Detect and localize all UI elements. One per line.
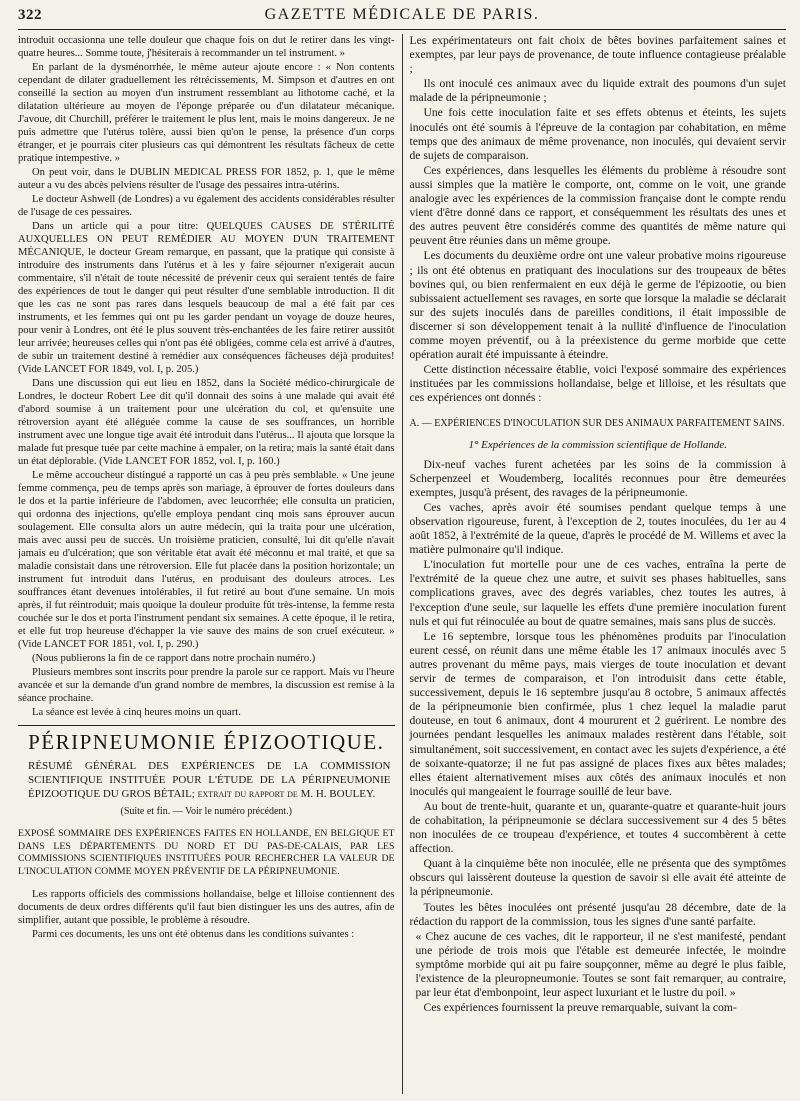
article-summary: RÉSUMÉ GÉNÉRAL DES EXPÉRIENCES DE LA COMMISSION SCIENTIFIQUE INSTITUÉE POUR L'ÉTUDE DE LA PÉRIPNEUMONIE ÉPIZOOTIQUE DU GROS BÉTAIL; extrait du rapport de M. H. BOULEY. <box>28 760 391 800</box>
paragraph: La séance est levée à cinq heures moins un quart. <box>32 707 241 718</box>
section-a-heading: A. — EXPÉRIENCES D'INOCULATION SUR DES ANIMAUX PARFAITEMENT SAINS. <box>409 418 785 430</box>
paragraph: Toutes les bêtes inoculées ont présenté jusqu'au 28 décembre, date de la rédaction du rapport de la commission, tous les signes d'une santé parfaite. <box>409 900 786 928</box>
paragraph: Quant à la cinquième bête non inoculée, elle ne présenta que des symptômes obscurs qui laissèrent douteuse la question de savoir si elle avait été atteinte de la péripneumonie. <box>409 857 786 899</box>
paragraph: Ces vaches, après avoir été soumises pendant quelque temps à une observation rigoureuse, furent, à l'exception de 2, toutes inoculées, du 1er au 4 août 1852, à l'extrémité de la queue, d'après le procédé de M. Willems et avec la matière pulmonaire qu'il indique. <box>409 500 786 557</box>
paragraph: Parmi ces documents, les uns ont été obtenus dans les conditions suivantes : <box>32 929 355 940</box>
paragraph: Une fois cette inoculation faite et ses effets obtenus et éteints, les sujets inoculés ont été soumis à l'épreuve de la contagion par cohabitation, en même temps que des animaux de même provenance, non inoculés, qui devaient servir de sujets de comparaison. <box>409 106 786 162</box>
paragraph: Le même accoucheur distingué a rapporté un cas à peu près semblable. « Une jeune femme commença, peu de temps après son mariage, à éprouver de fortes douleurs dans le dos et la partie inférieure de l'abdomen, avec leucorrhée; elle consulta un praticien, qui ordonna des injections, qu'elle employa pendant cinq mois sans éprouver aucun soulagement. Elle consulta alors un autre médecin, qui la traita pour une ulcération, mais avec aussi peu de succès. Un troisième praticien, consulté, lui dit qu'elle n'avait jamais eu d'ulcération; que son véritable état avait été méconnu et mal traité, et que sa maladie consistait dans une rétroversion. Elle fut placée dans la position horizontale; un instrument fut introduit dans l'utérus, en produisant des douleurs atroces. Les souffrances étant devenues intolérables, il fut retiré au bout d'une semaine. Un mois après, il fut réintroduit; mais quoique la douleur produite fût très-intense, la femme resta couchée sur le dos et porta l'instrument pendant six semaines. A cette époque, il le retira, et elle fut trop heureuse d'échapper la vie sauve des mains de son cruel exécuteur. » (Vide LANCET FOR 1851, vol. I, p. 290.) <box>18 470 395 650</box>
paragraph: Les expérimentateurs ont fait choix de bêtes bovines parfaitement saines et exemptes, par leur pays de provenance, de toute influence contagieuse préalable ; <box>409 34 786 76</box>
section-divider <box>18 725 395 726</box>
journal-title: GAZETTE MÉDICALE DE PARIS. <box>264 6 540 23</box>
paragraph: Au bout de trente-huit, quarante et un, quarante-quatre et quarante-huit jours de cohabitation, la péripneumonie se déclara successivement sur 4 des 5 bêtes non inoculées de ce troupeau d'expérience, et toutes 4 succombèrent à cette affection. <box>409 799 786 856</box>
paragraph: Les documents du deuxième ordre ont une valeur probative moins rigoureuse ; ils ont été obtenus en pratiquant des inoculations sur des troupeaux de bêtes bovines qui, ou bien renfermaient en eux déjà le germe de l'épizootie, ou bien subissaient actuellement ses ravages, en sorte que lorsque la maladie se déclarait sur des sujets inoculés dans de pareilles conditions, il était impossible de discerner si son développement tenait à la nullité d'influence de l'inoculation comme moyen préventif, ou à la préexistence du germe morbide que cette opération aurait été impuissante à éteindre. <box>409 249 786 362</box>
paragraph: Plusieurs membres sont inscrits pour prendre la parole sur ce rapport. Mais vu l'heure avancée et sur la demande d'un grand nombre de membres, la discussion est remise à la séance prochaine. <box>18 667 395 704</box>
page-number: 322 <box>18 7 42 23</box>
paragraph: (Nous publierons la fin de ce rapport dans notre prochain numéro.) <box>32 653 316 664</box>
paragraph: Dix-neuf vaches furent achetées par les soins de la commission à Scherpenzeel et Woudemberg, localités reconnues pour être demeurées exemptes, jusqu'à présent, des ravages de la péripneumonie. <box>409 457 786 499</box>
paragraph: introduit occasionna une telle douleur que chaque fois on dut le retirer dans les vingt-quatre heures... Somme toute, j'hésiterais à recommander un tel instrument. » <box>18 35 395 59</box>
quotation <box>410 930 787 1000</box>
article-title: PÉRIPNEUMONIE ÉPIZOOTIQUE. <box>28 730 385 754</box>
paragraph: Ces expériences fournissent la preuve remarquable, suivant la com- <box>423 1001 737 1015</box>
page-header <box>18 6 786 30</box>
paragraph: Dans un article qui a pour titre: QUELQUES CAUSES DE STÉRILITÉ AUXQUELLES ON PEUT REMÉDIER AU MOYEN D'UN TRAITEMENT MÉCANIQUE, le docteur Gream remarque, en passant, que la pratique qui consiste à introduire des instruments dans l'utérus et à les y faire séjourner n'exigerait aucun commentaire, s'il n'était de toute nécessité de prévenir ceux qui seraient tentés de faire des expériences de tout le danger qui peut résulter d'une semblable introduction. Il dit que les cas ne sont pas rares dans lesquels beaucoup de mal a été fait par ces instruments, et les femmes qui ont pu les garder pendant un voyage de douze heures, pour venir à Londres, ont été le plus souvent très-enchantées de les faire retirer aussitôt leur arrivée; heureuses celles qui n'ont pas été obligées, comme cela est arrivé à d'autres, de subir un traitement destiné à remédier aux conséquences fâcheuses déjà produites! (Vide LANCET FOR 1849, vol. I, p. 205.) <box>18 221 395 375</box>
section-heading: EXPOSÉ SOMMAIRE DES EXPÉRIENCES FAITES EN HOLLANDE, EN BELGIQUE ET DANS LES DÉPARTEMENTS DU NORD ET DU PAS-DE-CALAIS, PAR LES COMMISSIONS SCIENTIFIQUES INSTITUÉES POUR RECHERCHER LA VALEUR DE L'INOCULATION COMME MOYEN PRÉVENTIF DE LA PÉRIPNEUMONIE. <box>18 828 395 877</box>
subsection-heading: 1° Expériences de la commission scientifique de Hollande. <box>468 438 728 451</box>
continuation-note: (Suite et fin. — Voir le numéro précédent.) <box>120 806 293 817</box>
paragraph: Les rapports officiels des commissions hollandaise, belge et lilloise contiennent des documents de deux ordres différents qu'il faut bien distinguer les uns des autres, afin de simplifier, autant que possible, le problème à résoudre. <box>18 889 395 926</box>
paragraph: En parlant de la dysménorrhée, le même auteur ajoute encore : « Non contents cependant de dilater graduellement les rétrécissements, M. Simpson et d'autres en ont conseillé la section au moyen d'un instrument ressemblant au lithotome caché, et la dilatation ultérieure au moyen de l'éponge préparée ou d'un dilatateur mécanique. J'avoue, dit Churchill, préférer le traitement le plus lent, mais le moins dangereux. Je ne puis admettre que l'utérus tolère, aussi bien qu'on le pense, la présence d'un corps étranger, et je pourrais citer plusieurs cas qui démontrent les résultats fâcheux de cette pratique intempestive. » <box>18 62 395 164</box>
paragraph: Ces expériences, dans lesquelles les éléments du problème à résoudre sont aussi simples que la matière le comporte, ont, comme on le voit, une grande analogie avec les expériences de la commission française dont le compte rendu vient d'être donné dans ce rapport, et conséquemment les résultats des unes et des autres peuvent être considérés comme des quantités de même nature qui peuvent être réunies dans un même groupe. <box>409 163 786 248</box>
right-column <box>402 34 787 1094</box>
paragraph: Ils ont inoculé ces animaux avec du liquide extrait des poumons d'un sujet malade de la péripneumonie ; <box>409 77 786 105</box>
paragraph: L'inoculation fut mortelle pour une de ces vaches, entraîna la perte de l'extrémité de la queue chez une autre, et suivit ses phases habituelles, sans complications graves, avec des degrés variables, chez toutes les autres, à l'exception d'une seule, sur laquelle les effets d'une première inoculation furent nuls et qui fut réinoculée au bout de quatre semaines, mais sans plus de succès. <box>409 558 786 628</box>
paragraph: Le 16 septembre, lorsque tous les phénomènes produits par l'inoculation eurent cessé, on réunit dans une même étable les 17 animaux inoculés avec 5 autres provenant du même pays, mais vierges de toute inoculation et devant servir de termes de comparaison, et l'on introduisit dans cette étable, successivement, depuis le 16 septembre jusqu'au 8 octobre, 5 animaux affectés de la péripneumonie bien confirmée, plus 1 chez lequel la maladie parut douteuse, en tout 6 animaux, dont 4 moururent et 2 guérirent. Le nombre des journées pendant lesquelles les animaux malades restèrent dans l'étable, soit simultanément, soit successivement, en contact avec les sujets d'expérience, a été de soixante-quatorze; il ne fut pas assigné de places fixes aux bêtes malades; elles étaient alternativement mises aux côtés des animaux inoculés et non inoculés qui mangeaient le fourrage souillé de leur bave. <box>409 629 786 798</box>
paragraph: Cette distinction nécessaire établie, voici l'exposé sommaire des expériences instituées par les commissions hollandaise, belge et lilloise, et les résultats que ces expériences ont donnés : <box>409 363 786 405</box>
quote-paragraph: « Chez aucune de ces vaches, dit le rapporteur, il ne s'est manifesté, pendant une période de trois mois que l'étable est demeurée infectée, le moindre symptôme morbide qui ait pu faire soupçonner, même au degré le plus faible, l'existence de la pleuropneumonie. Toutes se sont fait remarquer, au contraire, par leur état d'embonpoint, leur aspect luxuriant et le lustre du poil. » <box>415 929 786 1000</box>
left-column <box>18 34 402 1094</box>
paragraph: On peut voir, dans le DUBLIN MEDICAL PRESS FOR 1852, p. 1, que le même auteur a vu des abcès pelviens résulter de l'usage des pessaires intra-utérins. <box>18 167 395 191</box>
paragraph: Dans une discussion qui eut lieu en 1852, dans la Société médico-chirurgicale de Londres, le docteur Robert Lee dit qu'il donnait des soins à une malade qui avait été d'abord soumise à un traitement pour une ulcération du col, et qu'ensuite une rétroversion ayant été alléguée comme la cause de ses souffrances, un horrible instrument avec une longue tige avait été introduit dans l'utérus... Il ajouta que lorsque la malade fut presque tuée par cette machine à empaler, on la retira; mais la santé était dans un état déplorable. (Vide LANCET FOR 1852, vol. I, p. 160.) <box>18 378 395 467</box>
columns <box>18 34 786 1094</box>
paragraph: Le docteur Ashwell (de Londres) a vu également des accidents considérables résulter de l'usage de ces pessaires. <box>18 194 395 218</box>
